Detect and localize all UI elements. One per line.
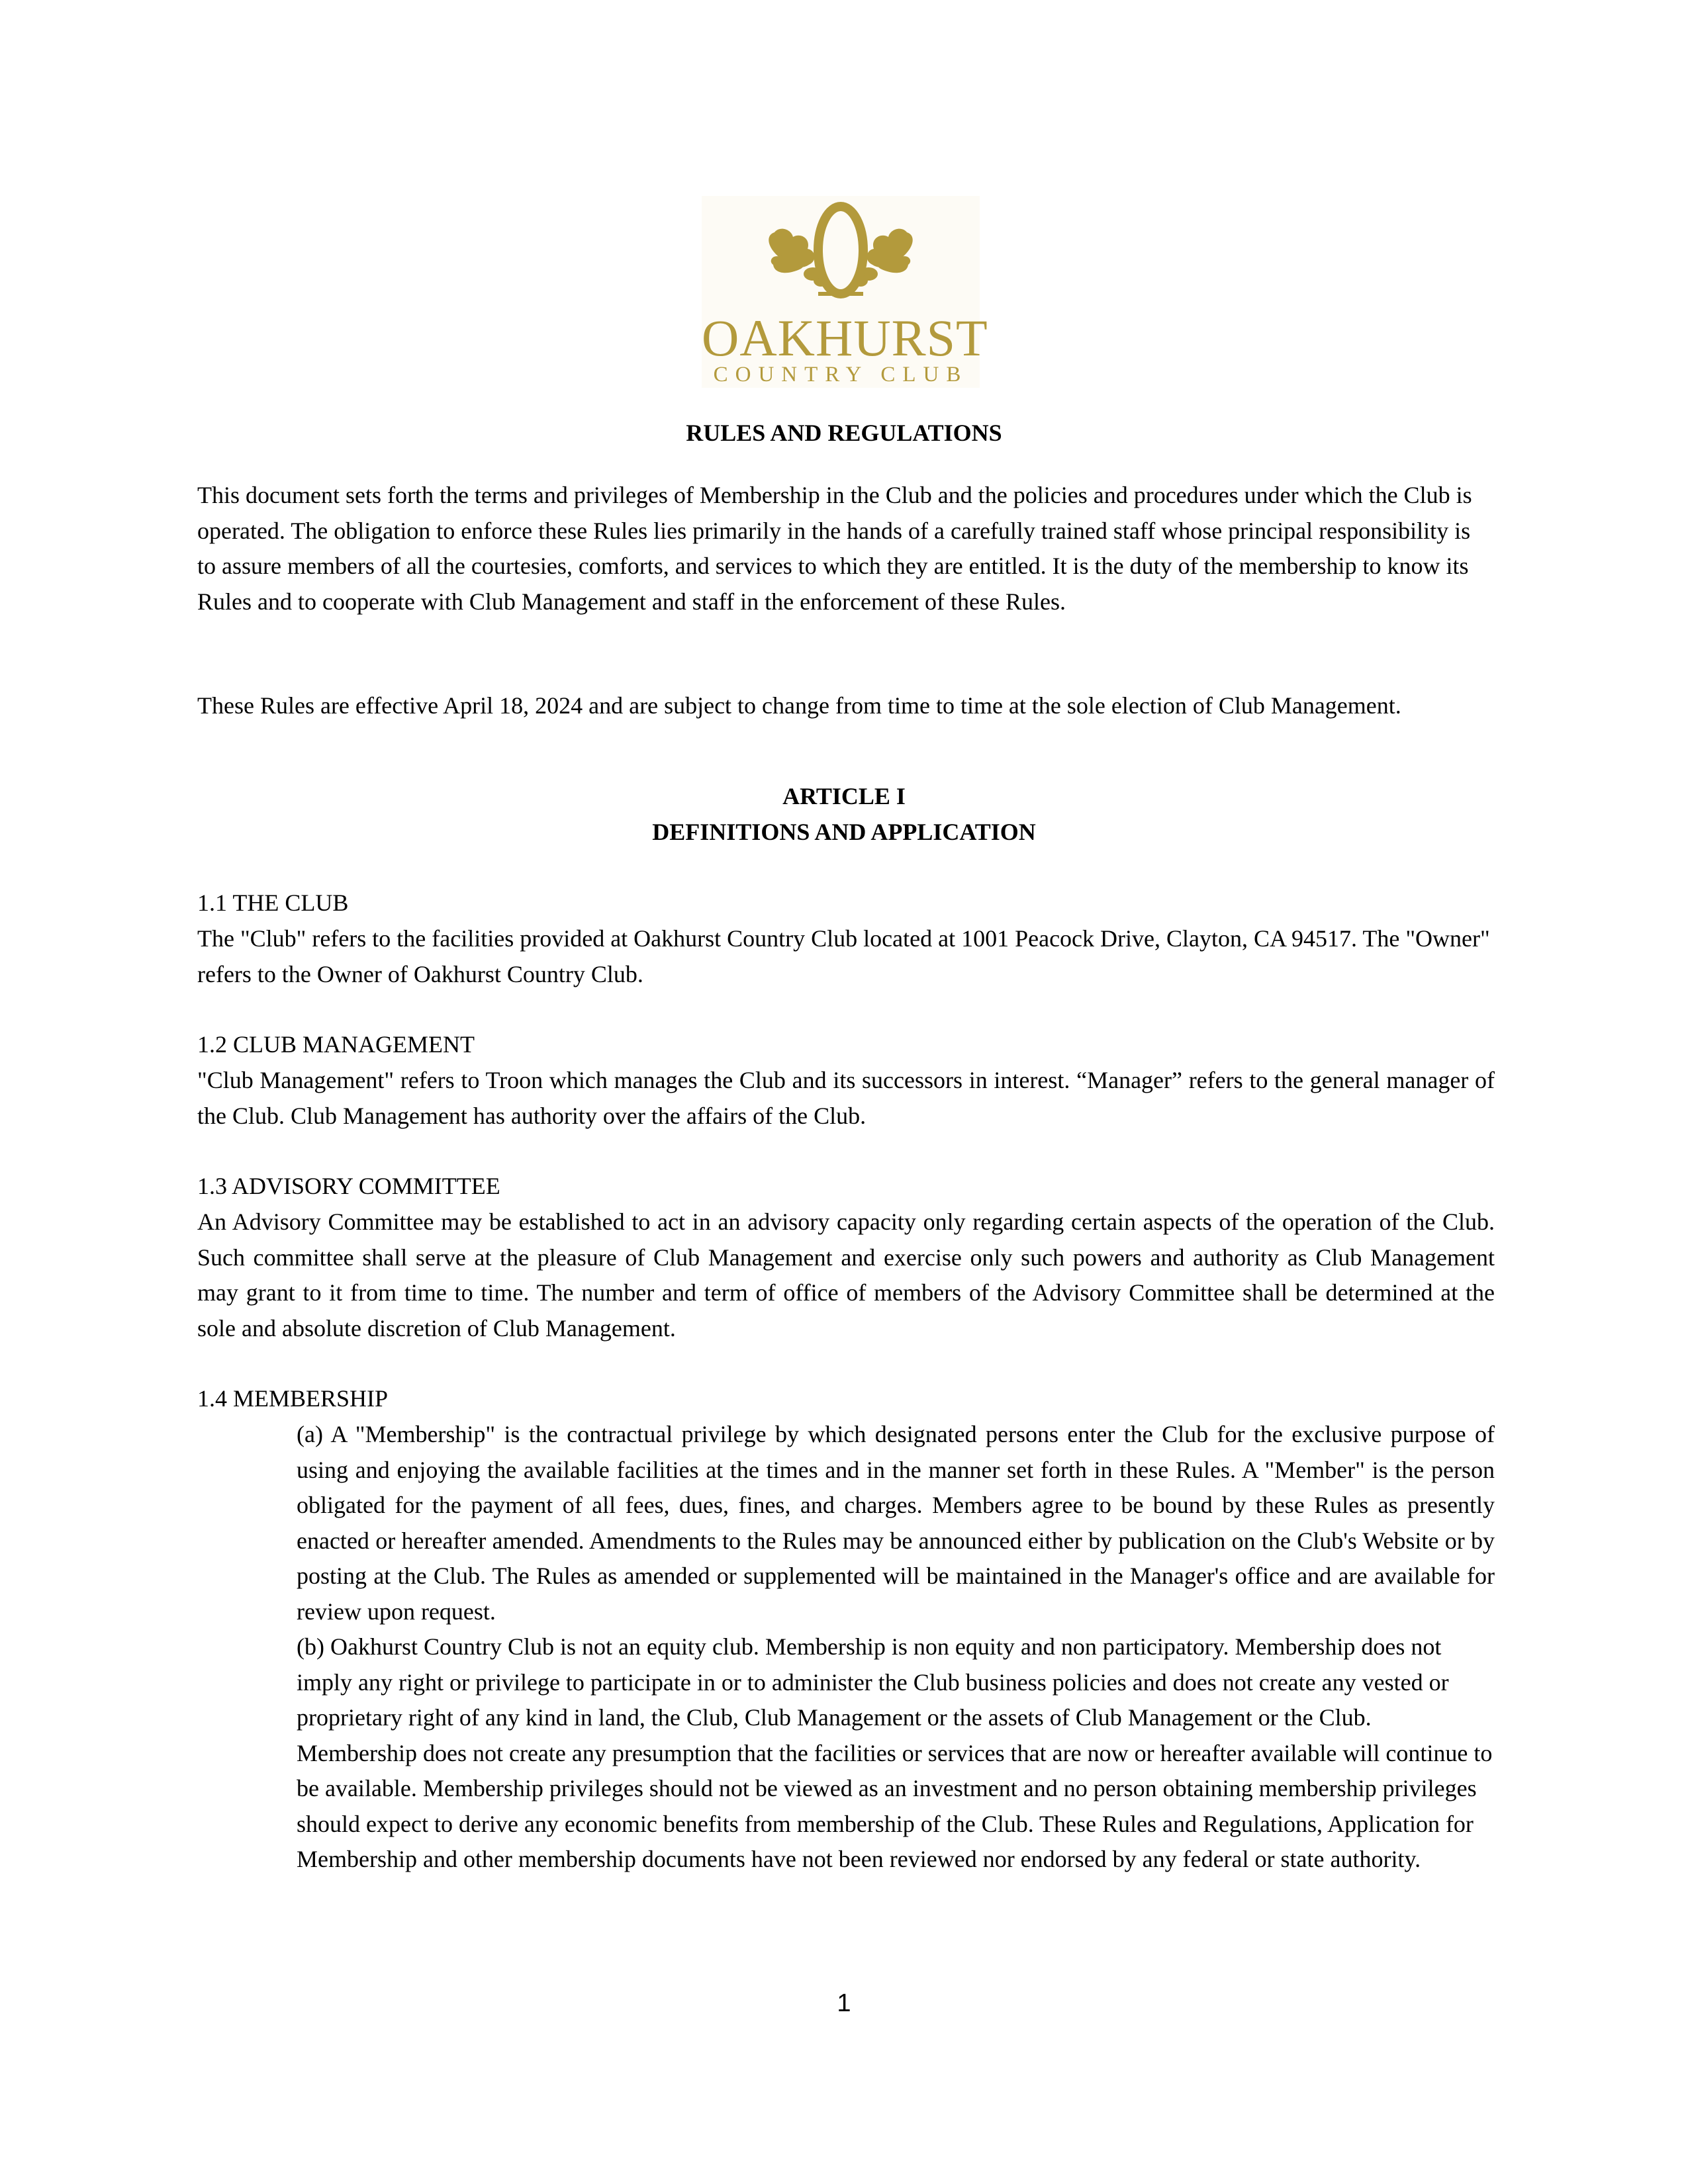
section-text: "Club Management" refers to Troon which manages the Club and its successors in interest. “Manager” refers to the general manager of the Club. Club Management has authority over the affairs of the Club. — [197, 1067, 1495, 1129]
section-heading: 1.3 ADVISORY COMMITTEE — [197, 1173, 500, 1199]
section-heading: 1.4 MEMBERSHIP — [197, 1385, 389, 1412]
page-number: 1 — [837, 1989, 851, 2017]
section-text: An Advisory Committee may be established to act in an advisory capacity only regarding certain aspects of the operation of the Club. Such committee shall serve at the pleasure of Club Management and exercise only such powers and authority as Club Management may grant to it from time to time. The number and term of office of members of the Advisory Committee shall be determined at the sole and absolute discretion of Club Management. — [197, 1208, 1495, 1342]
oak-leaf-emblem-icon — [702, 196, 980, 315]
document-title: RULES AND REGULATIONS — [686, 420, 1002, 446]
section-text: The "Club" refers to the facilities provided at Oakhurst Country Club located at 1001 Peacock Drive, Clayton, CA 94517. The "Owner" refers to the Owner of Oakhurst Country Club. — [197, 925, 1490, 987]
logo-subtitle: COUNTRY CLUB — [713, 363, 968, 387]
logo-wordmark: OAKHURST — [702, 309, 988, 367]
membership-item-a: (a) A "Membership" is the contractual privilege by which designated persons enter the Club for the exclusive purpose of using and enjoying the available facilities at the times and in the manner set forth in these Rules. A "Member" is the person obligated for the payment of all fees, dues, fines, and charges. Members agree to be bound by these Rules as presently enacted or hereafter amended. Amendments to the Rules may be announced either by publication on the Club's Website or by posting at the Club. The Rules as amended or supplemented will be maintained in the Manager's office and are available for review upon request. — [297, 1421, 1495, 1625]
membership-item-b: (b) Oakhurst Country Club is not an equity club. Membership is non equity and non participatory. Membership does not imply any right or privilege to participate in or to administer the Club business policies and does not create any vested or proprietary right of any kind in land, the Club, Club Management or the assets of Club Management or the Club. Membership does not create any presumption that the facilities or services that are now or hereafter available will continue to be available. Membership privileges should not be viewed as an investment and no person obtaining membership privileges should expect to derive any economic benefits from membership of the Club. These Rules and Regulations, Application for Membership and other membership documents have not been reviewed nor endorsed by any federal or state authority. — [297, 1633, 1493, 1872]
section-heading: 1.2 CLUB MANAGEMENT — [197, 1031, 475, 1058]
intro-paragraph: This document sets forth the terms and privileges of Membership in the Club and the policies and procedures under which the Club is operated. The obligation to enforce these Rules lies primarily in the hands of a carefully trained staff whose principal responsibility is to assure members of all the courtesies, comforts, and services to which they are entitled. It is the duty of the membership to know its Rules and to cooperate with Club Management and staff in the enforcement of these Rules. — [197, 482, 1472, 615]
article-number: ARTICLE I — [782, 783, 906, 809]
effective-date-paragraph: These Rules are effective April 18, 2024 and are subject to change from time to time at the sole election of Club Management. — [197, 692, 1401, 719]
club-logo — [702, 196, 988, 388]
section-heading: 1.1 THE CLUB — [197, 889, 349, 916]
article-title: DEFINITIONS AND APPLICATION — [652, 819, 1036, 845]
